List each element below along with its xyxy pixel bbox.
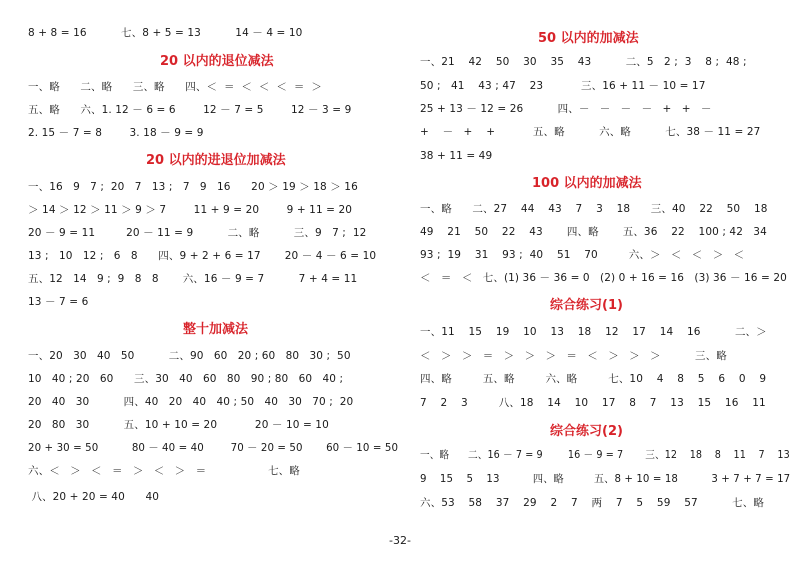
text-line: 六、＜ ＞ ＜ ＝ ＞ ＜ ＞ ＝ 七、略 [28, 465, 300, 477]
text-line: 一、20 30 40 50 二、90 60 20 ; 60 80 30 ; 50 [28, 350, 351, 362]
text-line: + － + + 五、略 六、略 七、38 － 11 = 27 [420, 126, 761, 138]
text-line: 一、略 二、16 － 7 = 9 16 － 9 = 7 三、12 18 8 11 7 13 [420, 449, 790, 461]
text-line: 20 + 30 = 50 80 － 40 = 40 70 － 20 = 50 60 － 10 = 50 [28, 442, 399, 454]
text-line: 八、20 + 20 = 40 40 [28, 491, 160, 503]
text-line: 一、略 二、略 三、略 四、＜ ＝ ＜ ＜ ＜ ＝ ＞ [28, 81, 322, 93]
text-line: 一、略 二、27 44 43 7 3 18 三、40 22 50 18 [420, 203, 768, 215]
section-heading: 整十加减法 [183, 322, 249, 337]
text-line: 一、11 15 19 10 13 18 12 17 14 16 二、＞ [420, 326, 767, 338]
section-heading: 综合练习(2) [550, 424, 623, 439]
text-line: 50 ; 41 43 ; 47 23 三、16 + 11 － 10 = 17 [420, 80, 706, 92]
text-line: 13 ; 10 12 ; 6 8 四、9 + 2 + 6 = 17 20 － 4 － 6 = 10 [28, 250, 377, 262]
text-line: ＜ ＝ ＜ 七、(1) 36 － 36 = 0 (2) 0 + 16 = 16 (3) 36 － 16 = 20 [420, 272, 787, 284]
text-line: 五、12 14 9 ; 9 8 8 六、16 － 9 = 7 7 + 4 = 11 [28, 273, 358, 285]
text-line: 38 + 11 = 49 [420, 150, 493, 162]
text-line: 一、21 42 50 30 35 43 二、5 2 ; 3 8 ; 48 ; [420, 56, 747, 68]
text-line: 13 － 7 = 6 [28, 296, 89, 308]
section-heading: 100 以内的加减法 [532, 176, 642, 191]
text-line: 9 15 5 13 四、略 五、8 + 10 = 18 3 + 7 + 7 = 17 [420, 473, 791, 485]
text-line: 20 80 30 五、10 + 10 = 20 20 － 10 = 10 [28, 419, 329, 431]
text-line: 20 40 30 四、40 20 40 40 ; 50 40 30 70 ; 20 [28, 396, 354, 408]
text-line: 五、略 六、1. 12 － 6 = 6 12 － 7 = 5 12 － 3 = 9 [28, 104, 352, 116]
text-line: 49 21 50 22 43 四、略 五、36 22 100 ; 42 34 [420, 226, 767, 238]
text-line: 8 + 8 = 16 七、8 + 5 = 13 14 － 4 = 10 [28, 27, 303, 39]
text-line: ＞ 14 ＞ 12 ＞ 11 ＞ 9 ＞ 7 11 + 9 = 20 9 + 11 = 20 [28, 204, 353, 216]
text-line: 7 2 3 八、18 14 10 17 8 7 13 15 16 11 [420, 397, 766, 409]
section-heading: 20 以内的进退位加减法 [146, 153, 286, 168]
text-line: 一、16 9 7 ; 20 7 13 ; 7 9 16 20 ＞ 19 ＞ 18 ＞ 16 [28, 181, 358, 193]
text-line: 10 40 ; 20 60 三、30 40 60 80 90 ; 80 60 40 ; [28, 373, 344, 385]
text-line: 25 + 13 － 12 = 26 四、－ － － － + + － [420, 103, 712, 115]
section-heading: 20 以内的退位减法 [160, 54, 274, 69]
text-line: 93 ; 19 31 93 ; 40 51 70 六、＞ ＜ ＜ ＞ ＜ [420, 249, 745, 261]
text-line: 四、略 五、略 六、略 七、10 4 8 5 6 0 9 [420, 373, 767, 385]
page-number: -32- [389, 534, 411, 547]
text-line: 20 － 9 = 11 20 － 11 = 9 二、略 三、9 7 ; 12 [28, 227, 367, 239]
section-heading: 50 以内的加减法 [538, 31, 639, 46]
section-heading: 综合练习(1) [550, 298, 623, 313]
text-line: 2. 15 － 7 = 8 3. 18 － 9 = 9 [28, 127, 204, 139]
text-line: 六、53 58 37 29 2 7 两 7 5 59 57 七、略 [420, 497, 764, 509]
text-line: ＜ ＞ ＞ ＝ ＞ ＞ ＞ ＝ ＜ ＞ ＞ ＞ 三、略 [420, 350, 727, 362]
